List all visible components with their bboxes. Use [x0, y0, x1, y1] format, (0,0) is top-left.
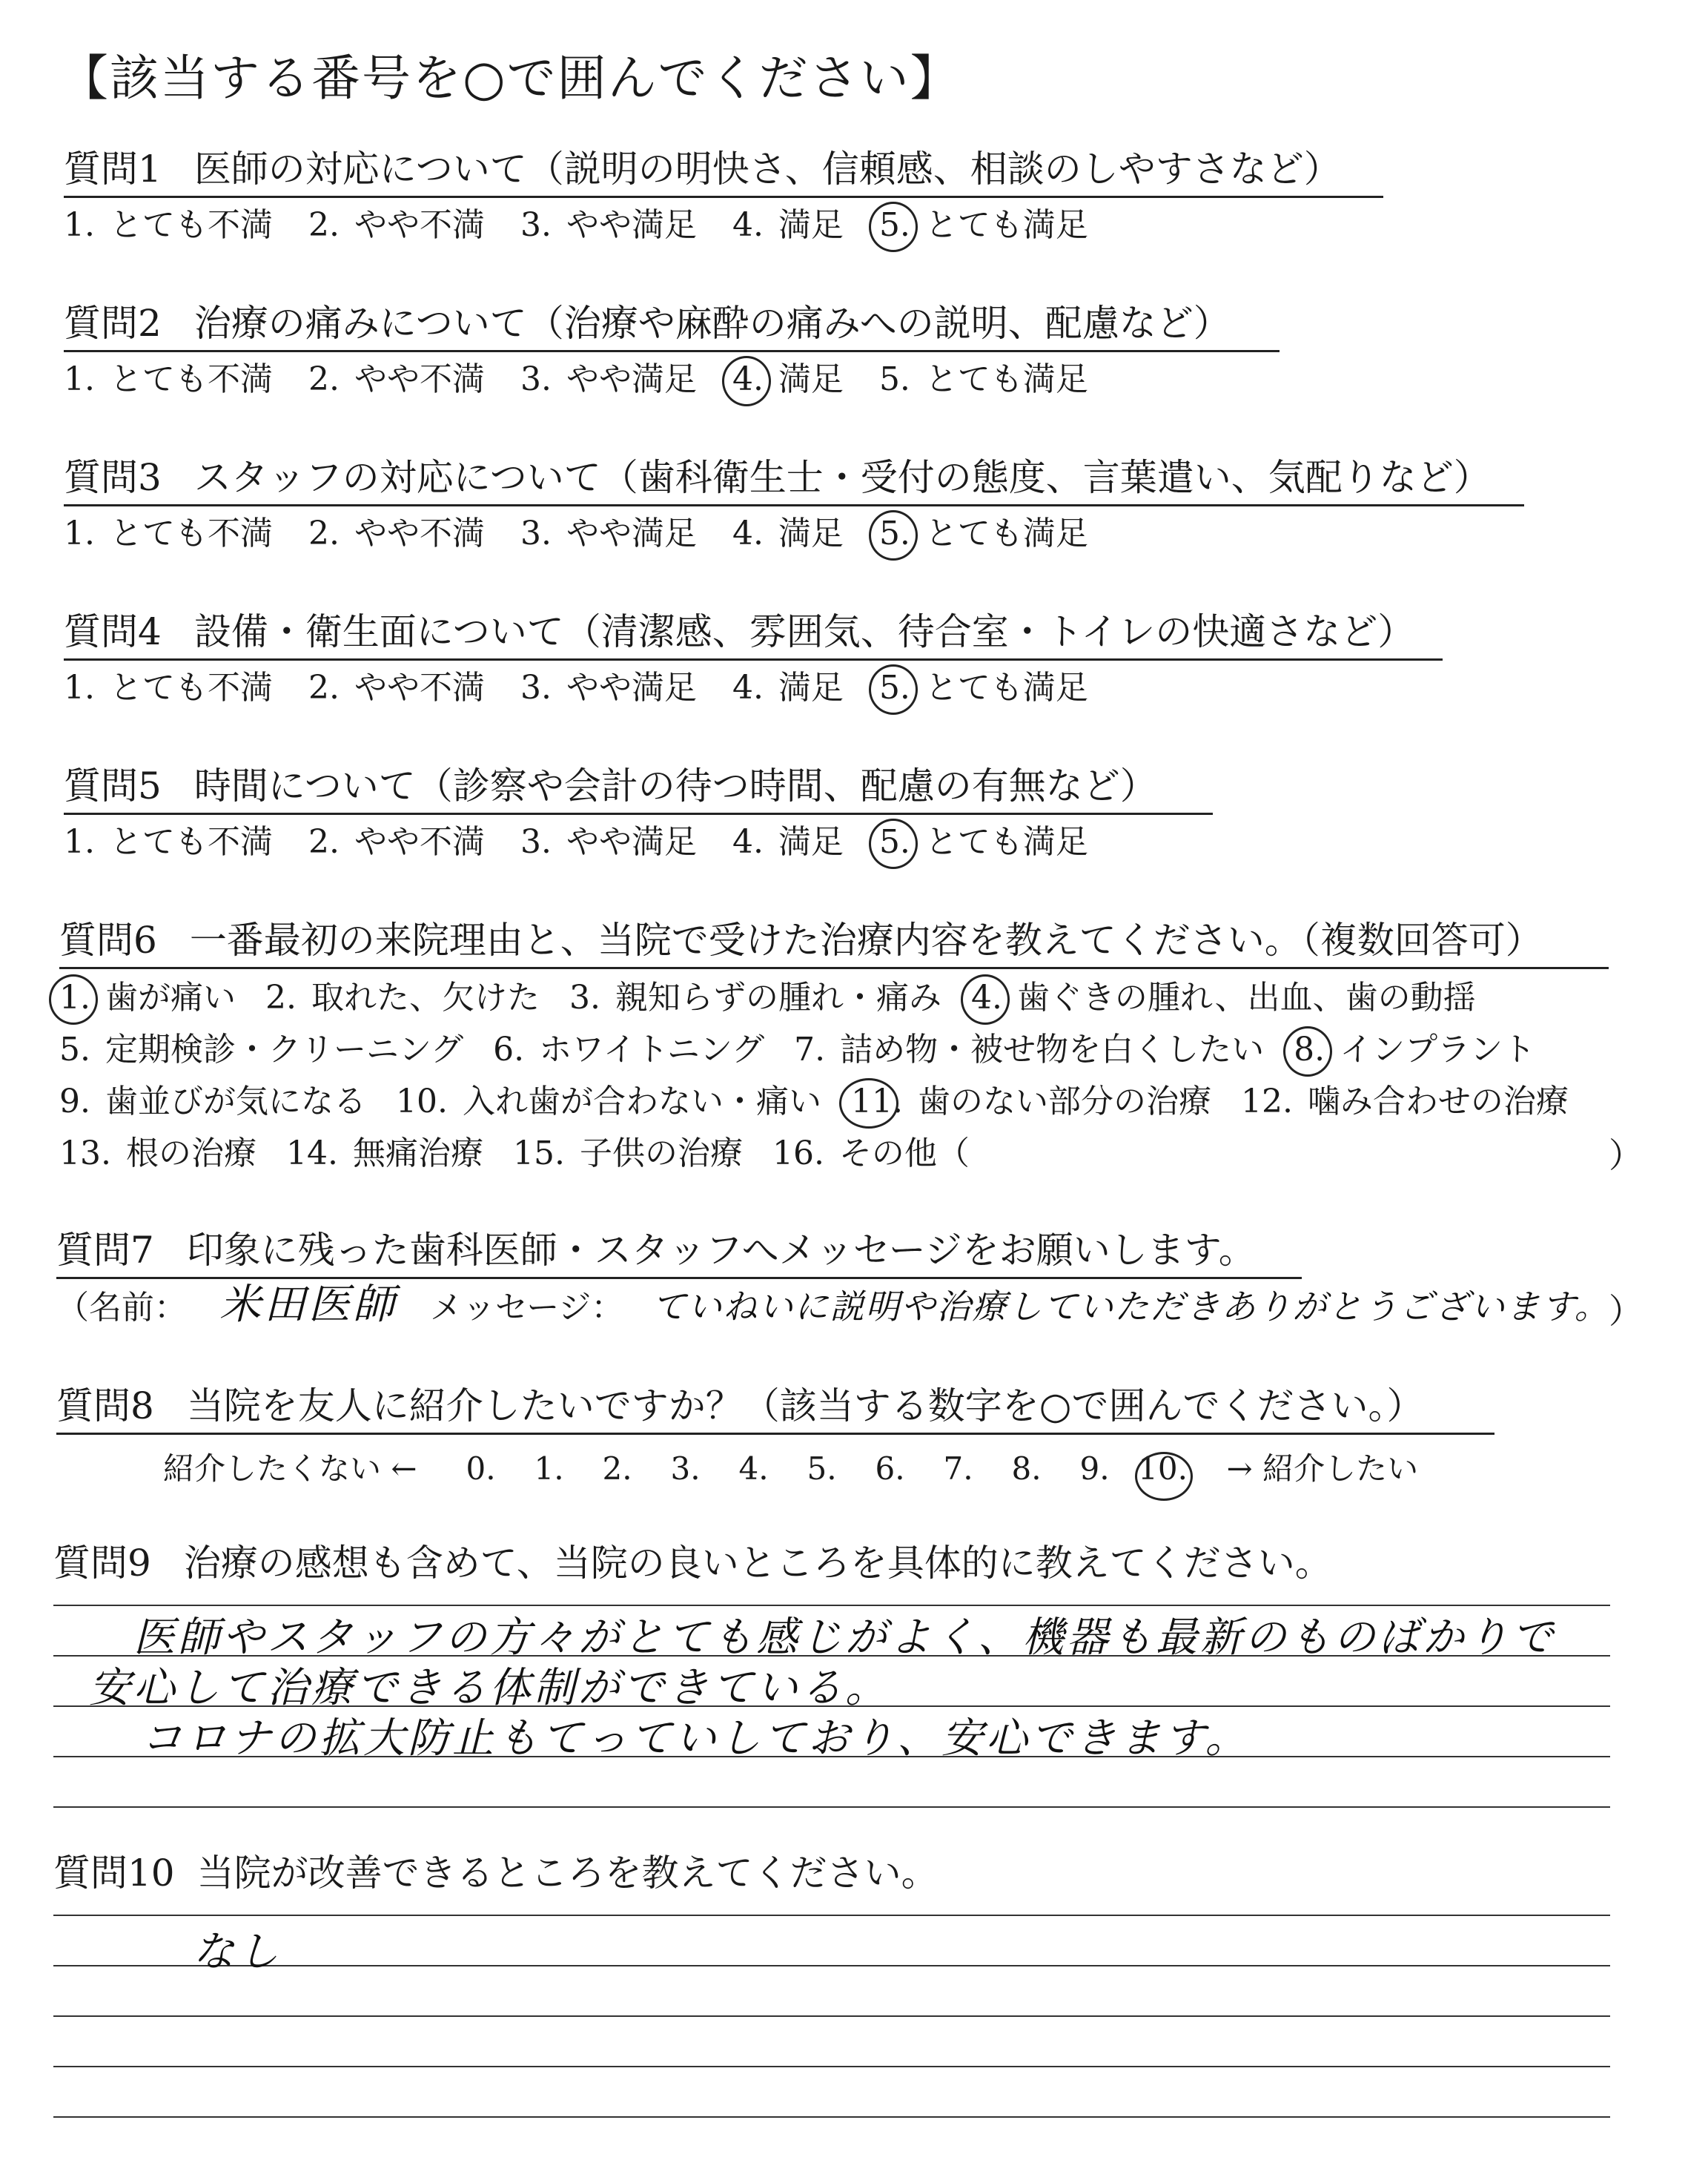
q5-option-2[interactable]	[308, 820, 485, 865]
option-label: インプラント	[1340, 1031, 1536, 1069]
selection-circle	[1283, 1026, 1332, 1077]
option-number: 5.	[59, 1031, 90, 1069]
question-4-title	[64, 608, 1443, 661]
option-number: 6.	[493, 1031, 525, 1069]
ruled-line	[53, 1915, 1610, 1916]
question-1-number: 質問1	[64, 148, 162, 191]
option-label: 根の治療	[125, 1135, 256, 1172]
ruled-line	[53, 2015, 1610, 2017]
question-4-number: 質問4	[64, 610, 162, 653]
option-number: 1.	[64, 515, 95, 552]
option-number: 2.	[308, 823, 340, 861]
option-label: 定期検診・クリーニング	[105, 1031, 464, 1069]
option-number: 5.	[878, 669, 910, 707]
question-5-options[interactable]	[64, 820, 1124, 865]
option-number: 5.	[878, 823, 910, 861]
question-10-title	[53, 1849, 939, 1900]
question-8-text: 当院を友人に紹介したいですか？（該当する数字を○で囲んでください。）	[186, 1384, 1424, 1427]
question-8-value-5[interactable]	[788, 1450, 856, 1487]
option-label: やや満足	[566, 823, 697, 861]
q5-option-5[interactable]	[879, 820, 1088, 865]
question-3-number: 質問3	[64, 456, 162, 499]
question-8-value-0[interactable]	[447, 1450, 515, 1487]
option-number: 1.	[64, 360, 95, 398]
option-number: 9.	[59, 1083, 90, 1120]
option-label: 噛み合わせの治療	[1307, 1083, 1569, 1120]
question-8-value-2[interactable]	[583, 1450, 652, 1487]
q4-option-4[interactable]	[732, 666, 844, 710]
option-label: とても不満	[109, 515, 273, 552]
option-label: やや不満	[354, 823, 485, 861]
q1-option-1[interactable]	[64, 203, 273, 248]
selection-circle	[961, 974, 1010, 1025]
question-7-number: 質問7	[56, 1229, 154, 1272]
question-9-title	[53, 1539, 1332, 1590]
q2-option-1[interactable]	[64, 357, 273, 402]
question-5-number: 質問5	[64, 764, 162, 807]
option-number: 2.	[308, 515, 340, 552]
value-label: 10.	[1138, 1450, 1188, 1487]
q3-option-2[interactable]	[308, 512, 485, 556]
q3-option-1[interactable]	[64, 512, 273, 556]
question-1-title	[64, 145, 1383, 198]
option-number: 5.	[878, 515, 910, 552]
option-label: とても満足	[924, 515, 1088, 552]
option-number: 2.	[308, 360, 340, 398]
question-3-text: スタッフの対応について（歯科衛生士・受付の態度、言葉遣い、気配りなど）	[193, 456, 1491, 499]
question-6-option-10[interactable]	[396, 1080, 821, 1124]
option-number: 1.	[59, 979, 90, 1017]
value-label: 1.	[534, 1450, 564, 1487]
value-label: 6.	[875, 1450, 905, 1487]
question-6-option-7[interactable]	[794, 1028, 1264, 1072]
option-number: 2.	[308, 206, 340, 244]
question-6-row-3	[59, 1080, 1598, 1124]
option-number: 5.	[878, 360, 910, 398]
option-number: 2.	[308, 669, 340, 707]
q4-option-3[interactable]	[520, 666, 697, 710]
question-6-option-8[interactable]	[1294, 1028, 1535, 1072]
option-number: 3.	[520, 360, 552, 398]
question-7-text: 印象に残った歯科医師・スタッフへメッセージをお願いします。	[186, 1229, 1256, 1272]
option-label: ホワイトニング	[539, 1031, 765, 1069]
option-number: 15.	[512, 1135, 565, 1172]
question-6-option-6[interactable]	[493, 1028, 764, 1072]
question-6-option-12[interactable]	[1241, 1080, 1569, 1124]
q4-option-2[interactable]	[308, 666, 485, 710]
value-label: 4.	[738, 1450, 769, 1487]
question-7-close-paren: ）	[1609, 1291, 1643, 1331]
option-label: とても満足	[924, 360, 1088, 398]
question-2-title	[64, 300, 1280, 352]
option-number: 16.	[772, 1135, 824, 1172]
selection-circle	[869, 510, 918, 561]
q3-option-3[interactable]	[520, 512, 697, 556]
option-number: 4.	[732, 669, 764, 707]
option-label: とても満足	[924, 206, 1088, 244]
q1-option-4[interactable]	[732, 203, 844, 248]
selection-circle	[839, 1078, 898, 1129]
selection-circle	[1135, 1452, 1193, 1501]
option-number: 3.	[520, 206, 552, 244]
option-label: やや不満	[354, 669, 485, 707]
question-9-answer-line-2[interactable]: 安心して治療できる体制ができている。	[89, 1664, 890, 1712]
selection-circle	[722, 356, 771, 406]
q2-option-2[interactable]	[308, 357, 485, 402]
question-6-option-3[interactable]	[569, 976, 941, 1020]
option-label: 歯が痛い	[105, 979, 236, 1017]
value-label: 2.	[602, 1450, 632, 1487]
option-number: 4.	[732, 823, 764, 861]
option-number: 4.	[732, 206, 764, 244]
ruled-line	[53, 1965, 1610, 1966]
question-4-text: 設備・衛生面について（清潔感、雰囲気、待合室・トイレの快適さなど）	[193, 610, 1415, 653]
option-label: とても不満	[109, 669, 273, 707]
question-8-value-7[interactable]	[924, 1450, 993, 1487]
question-8-values[interactable]	[447, 1450, 1197, 1487]
option-label: 満足	[778, 669, 844, 707]
option-label: やや不満	[354, 360, 485, 398]
option-number: 8.	[1294, 1031, 1325, 1069]
question-6-text: 一番最初の来院理由と、当院で受けた治療内容を教えてください。（複数回答可）	[189, 919, 1543, 962]
q1-option-3[interactable]	[520, 203, 697, 248]
option-label: とても不満	[109, 360, 273, 398]
question-3-title	[64, 454, 1524, 506]
question-2-text: 治療の痛みについて（治療や麻酔の痛みへの説明、配慮など）	[193, 302, 1231, 345]
question-8-value-1[interactable]	[515, 1450, 583, 1487]
question-6-row-1	[59, 976, 1506, 1020]
option-number: 2.	[265, 979, 297, 1017]
option-number: 4.	[732, 360, 764, 398]
option-label: 満足	[778, 360, 844, 398]
option-number: 4.	[732, 515, 764, 552]
option-label: やや不満	[354, 515, 485, 552]
q4-option-1[interactable]	[64, 666, 273, 710]
value-label: 7.	[943, 1450, 973, 1487]
selection-circle	[869, 664, 918, 715]
question-6-option-16[interactable]	[772, 1132, 970, 1176]
option-label: とても不満	[109, 823, 273, 861]
question-6-option-2[interactable]	[265, 976, 540, 1020]
question-6-number: 質問6	[59, 919, 157, 962]
ruled-line	[53, 1806, 1610, 1808]
question-6-option-14[interactable]	[286, 1132, 483, 1176]
question-7-answer[interactable]	[56, 1283, 1610, 1330]
question-9-answer-line-3[interactable]: コロナの拡大防止もてっていしており、安心できます。	[141, 1714, 1250, 1763]
question-7-title	[56, 1226, 1302, 1279]
option-number: 1.	[64, 206, 95, 244]
question-8-right-label: → 紹介したい	[1226, 1450, 1419, 1487]
option-label: 歯のない部分の治療	[917, 1083, 1211, 1120]
question-10-text: 当院が改善できるところを教えてください。	[196, 1852, 939, 1895]
option-label: とても不満	[109, 206, 273, 244]
question-7-message-value: ていねいに説明や治療していただきありがとうございます。	[652, 1287, 1610, 1327]
question-1-text: 医師の対応について（説明の明快さ、信頼感、相談のしやすさなど）	[193, 148, 1341, 191]
question-6-option-13[interactable]	[59, 1132, 256, 1176]
q2-option-4[interactable]	[732, 357, 844, 402]
question-10-number: 質問10	[53, 1852, 175, 1895]
question-7-name-value: 米田医師	[219, 1281, 397, 1329]
option-number: 14.	[285, 1135, 338, 1172]
question-2-number: 質問2	[64, 302, 162, 345]
option-label: 満足	[778, 823, 844, 861]
question-8-left-label: 紹介したくない ←	[163, 1450, 417, 1487]
value-label: 8.	[1011, 1450, 1042, 1487]
question-8-number: 質問8	[56, 1384, 154, 1427]
option-number: 3.	[569, 979, 600, 1017]
q5-option-4[interactable]	[732, 820, 844, 865]
question-9-text: 治療の感想も含めて、当院の良いところを具体的に教えてください。	[183, 1542, 1332, 1585]
option-label: 満足	[778, 515, 844, 552]
option-label: 無痛治療	[352, 1135, 483, 1172]
option-number: 3.	[520, 823, 552, 861]
option-number: 12.	[1240, 1083, 1293, 1120]
q5-option-1[interactable]	[64, 820, 273, 865]
option-number: 13.	[59, 1135, 111, 1172]
option-label: やや満足	[566, 360, 697, 398]
q1-option-2[interactable]	[308, 203, 485, 248]
question-6-close-paren: ）	[1609, 1135, 1643, 1175]
q3-option-4[interactable]	[732, 512, 844, 556]
ruled-line	[53, 2116, 1610, 2118]
option-label: 親知らずの腫れ・痛み	[615, 979, 941, 1017]
option-label: 入れ歯が合わない・痛い	[462, 1083, 821, 1120]
option-label: とても満足	[924, 669, 1088, 707]
question-8-scale[interactable]	[163, 1444, 1418, 1489]
value-label: 5.	[807, 1450, 837, 1487]
question-4-options[interactable]	[64, 666, 1124, 710]
option-label: やや満足	[566, 669, 697, 707]
option-label: 満足	[778, 206, 844, 244]
option-label: とても満足	[924, 823, 1088, 861]
option-number: 7.	[794, 1031, 826, 1069]
question-8-title	[56, 1382, 1494, 1435]
question-3-options[interactable]	[64, 512, 1124, 556]
option-label: 歯並びが気になる	[105, 1083, 366, 1120]
option-label: 歯ぐきの腫れ、出血、歯の動揺	[1016, 979, 1476, 1017]
option-label: 詰め物・被せ物を白くしたい	[840, 1031, 1265, 1069]
question-6-option-15[interactable]	[513, 1132, 743, 1176]
option-number: 3.	[520, 515, 552, 552]
q4-option-5[interactable]	[879, 666, 1088, 710]
selection-circle	[49, 974, 98, 1025]
question-6-option-5[interactable]	[59, 1028, 463, 1072]
value-label: 9.	[1079, 1450, 1110, 1487]
option-label: やや満足	[566, 206, 697, 244]
question-8-value-4[interactable]	[720, 1450, 788, 1487]
option-label: やや不満	[354, 206, 485, 244]
question-6-option-9[interactable]	[59, 1080, 366, 1124]
option-number: 10.	[395, 1083, 448, 1120]
option-number: 3.	[520, 669, 552, 707]
question-2-options[interactable]	[64, 357, 1124, 402]
q2-option-5[interactable]	[879, 357, 1088, 402]
option-number: 4.	[970, 979, 1002, 1017]
option-label: 子供の治療	[579, 1135, 743, 1172]
value-label: 0.	[466, 1450, 496, 1487]
option-label: やや満足	[566, 515, 697, 552]
question-5-text: 時間について（診察や会計の待つ時間、配慮の有無など）	[193, 764, 1157, 807]
ruled-line	[53, 2066, 1610, 2067]
question-6-row-2	[59, 1028, 1565, 1072]
question-8-value-3[interactable]	[652, 1450, 720, 1487]
question-6-option-11[interactable]	[851, 1080, 1211, 1124]
question-9-number: 質問9	[53, 1542, 151, 1585]
form-header: 【該当する番号を○で囲んでください】	[59, 50, 961, 107]
question-10-answer-line-1[interactable]: なし	[193, 1928, 282, 1976]
question-6-option-1[interactable]	[59, 976, 236, 1020]
question-8-value-10[interactable]	[1129, 1450, 1197, 1487]
question-6-title	[59, 916, 1609, 969]
option-number: 1.	[64, 669, 95, 707]
question-8-value-6[interactable]	[856, 1450, 924, 1487]
option-label: 取れた、欠けた	[311, 979, 540, 1017]
question-8-value-8[interactable]	[993, 1450, 1061, 1487]
question-6-row-4	[59, 1132, 999, 1176]
q1-option-5[interactable]	[879, 203, 1088, 248]
selection-circle	[869, 202, 918, 252]
q3-option-5[interactable]	[879, 512, 1088, 556]
question-9-answer-line-1[interactable]: 医師やスタッフの方々がとても感じがよく、機器も最新のものばかりで	[133, 1614, 1556, 1662]
option-number: 11.	[850, 1083, 903, 1120]
selection-circle	[869, 819, 918, 869]
q2-option-3[interactable]	[520, 357, 697, 402]
question-7-message-label: メッセージ：	[430, 1289, 624, 1327]
question-6-option-4[interactable]	[971, 976, 1476, 1020]
question-5-title	[64, 762, 1213, 815]
q5-option-3[interactable]	[520, 820, 697, 865]
value-label: 3.	[670, 1450, 701, 1487]
option-number: 5.	[878, 206, 910, 244]
option-number: 1.	[64, 823, 95, 861]
question-7-name-label: （名前：	[56, 1289, 187, 1327]
option-label: その他（	[838, 1135, 970, 1172]
question-1-options[interactable]	[64, 203, 1124, 248]
question-8-value-9[interactable]	[1061, 1450, 1129, 1487]
